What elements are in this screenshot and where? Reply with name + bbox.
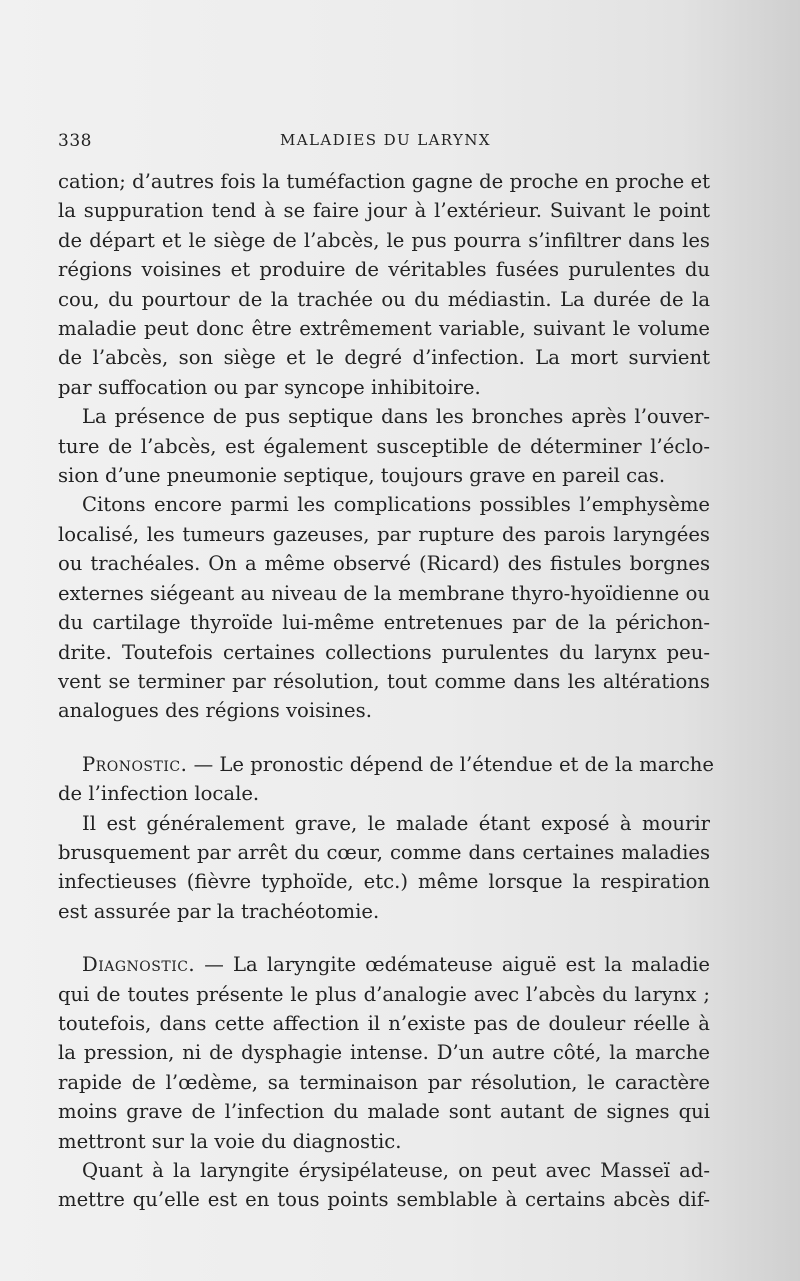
text-line: toutefois, dans cette affection il n’existe pas de douleur réelle à <box>58 1011 710 1035</box>
paragraph-prognosis-grave <box>58 809 710 927</box>
text-line: sion d’une pneumonie septique, toujours grave en pareil cas. <box>58 464 666 488</box>
text-line: moins grave de l’infection du malade sont autant de signes qui <box>58 1100 710 1124</box>
section-gap <box>58 726 710 750</box>
text-line: rapide de l’œdème, sa terminaison par résolution, le caractère <box>58 1070 710 1094</box>
section-heading-diagnostic: Diagnostic. <box>82 953 196 977</box>
text-line: de l’infection locale. <box>58 782 260 806</box>
text-line: du cartilage thyroïde lui-même entretenues par de la périchon- <box>58 611 710 635</box>
paragraph-abscess-course <box>58 167 710 402</box>
text-line: Quant à la laryngite érysipélateuse, on peut avec Masseï ad- <box>82 1159 710 1182</box>
text-line: cation; d’autres fois la tuméfaction gagne de proche en proche et <box>58 170 710 193</box>
body-text <box>58 167 715 1215</box>
text-line: analogues des régions voisines. <box>58 699 372 723</box>
text-line <box>58 750 715 779</box>
paragraph-complications <box>58 490 710 725</box>
text-line: vent se terminer par résolution, tout comme dans les altérations <box>58 669 710 693</box>
text-run: — Le pronostic dépend de l’étendue et de la marche <box>187 752 715 776</box>
text-line: infectieuses (fièvre typhoïde, etc.) même lorsque la respiration <box>58 870 710 894</box>
text-line: est assurée par la trachéotomie. <box>58 899 380 923</box>
text-line: drite. Toutefois certaines collections purulentes du larynx peu- <box>58 640 710 664</box>
paragraph-erysipelatous <box>58 1156 710 1215</box>
text-line: de l’abcès, son siège et le degré d’infection. La mort survient <box>58 346 710 370</box>
text-line: externes siégeant au niveau de la membrane thyro-hyoïdienne ou <box>58 581 710 605</box>
page-number: 338 <box>58 131 92 151</box>
section-gap <box>58 926 710 950</box>
text-line: la pression, ni de dysphagie intense. D’un autre côté, la marche <box>58 1041 710 1065</box>
text-line: mettre qu’elle est en tous points semblable à certains abcès dif- <box>58 1188 710 1212</box>
text-line: Il est généralement grave, le malade étant exposé à mourir <box>82 811 710 835</box>
text-line <box>58 950 710 979</box>
section-heading-pronostic: Pronostic. <box>82 752 188 776</box>
section-diagnostic <box>58 950 710 1156</box>
text-line: la suppuration tend à se faire jour à l’extérieur. Suivant le point <box>58 199 710 223</box>
text-line: ture de l’abcès, est également susceptible de déterminer l’éclo- <box>58 434 710 458</box>
text-line: qui de toutes présente le plus d’analogie avec l’abcès du larynx ; <box>58 982 710 1006</box>
text-line: maladie peut donc être extrêmement variable, suivant le volume <box>58 317 710 341</box>
text-line: cou, du pourtour de la trachée ou du médiastin. La durée de la <box>58 287 710 311</box>
text-line: localisé, les tumeurs gazeuses, par rupture des parois laryngées <box>58 522 710 546</box>
text-line: par suffocation ou par syncope inhibitoire. <box>58 375 481 399</box>
text-run: — La laryngite œdémateuse aiguë est la maladie <box>195 953 710 977</box>
paragraph-septic-pneumonia <box>58 402 710 490</box>
page-header <box>58 127 713 157</box>
text-line: La présence de pus septique dans les bronches après l’ouver- <box>82 405 710 429</box>
text-line: de départ et le siège de l’abcès, le pus pourra s’infiltrer dans les <box>58 228 710 252</box>
text-line: régions voisines et produire de véritables fusées purulentes du <box>58 258 710 282</box>
text-line: brusquement par arrêt du cœur, comme dans certaines maladies <box>58 840 710 864</box>
running-title: MALADIES DU LARYNX <box>280 131 491 149</box>
text-line: mettront sur la voie du diagnostic. <box>58 1129 402 1153</box>
text-line: ou trachéales. On a même observé (Ricard) des fistules borgnes <box>58 552 710 576</box>
text-line: Citons encore parmi les complications possibles l’emphysème <box>82 493 710 517</box>
section-pronostic <box>58 750 715 809</box>
